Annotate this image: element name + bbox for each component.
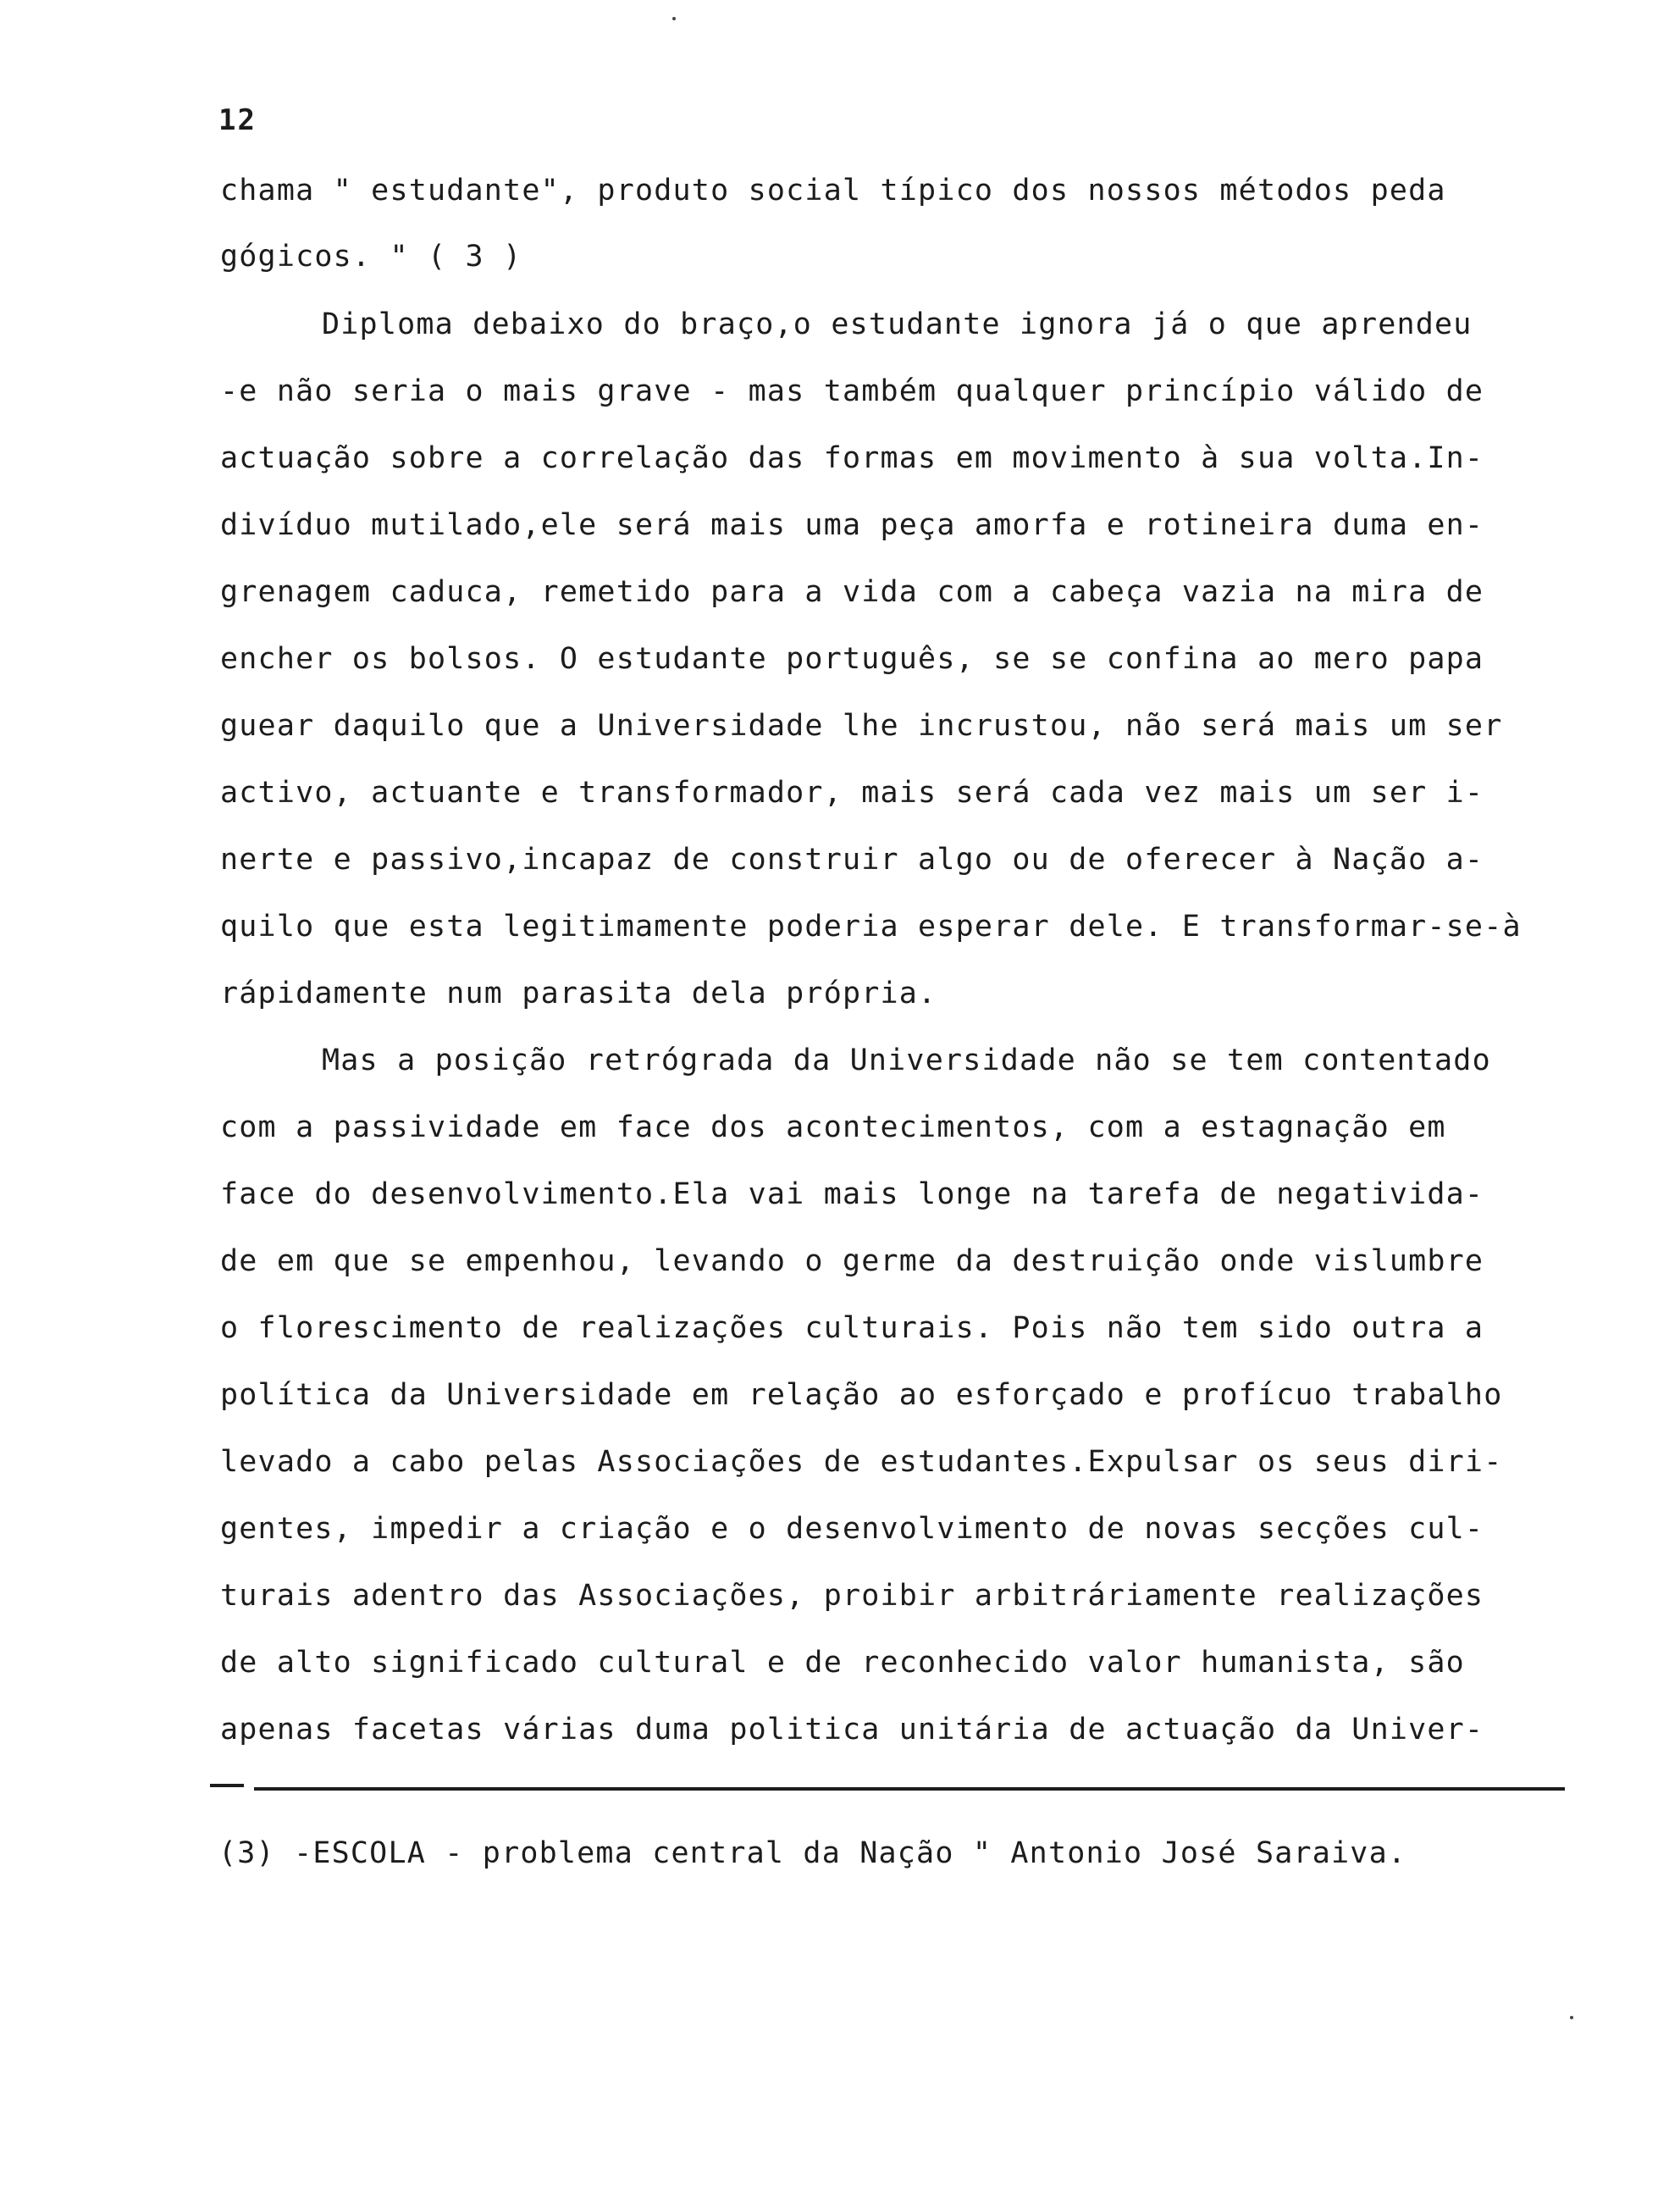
text-line: -e não seria o mais grave - mas também qualquer princípio válido de	[220, 374, 1484, 408]
text-line: grenagem caduca, remetido para a vida com a cabeça vazia na mira de	[220, 575, 1484, 609]
text-line: de em que se empenhou, levando o germe da destruição onde vislumbre	[220, 1244, 1484, 1278]
text-line: de alto significado cultural e de reconhecido valor humanista, são	[220, 1646, 1465, 1680]
paragraph-first-line: Diploma debaixo do braço,o estudante ignora já o que aprendeu	[322, 307, 1473, 341]
text-line: apenas facetas várias duma politica unitária de actuação da Univer-	[220, 1713, 1484, 1747]
text-line: com a passividade em face dos acontecimentos, com a estagnação em	[220, 1110, 1446, 1144]
text-line: guear daquilo que a Universidade lhe incrustou, não será mais um ser	[220, 709, 1503, 743]
text-line: nerte e passivo,incapaz de construir algo ou de oferecer à Nação a-	[220, 843, 1484, 877]
scan-speck	[672, 17, 676, 20]
text-line: gentes, impedir a criação e o desenvolvimento de novas secções cul-	[220, 1512, 1484, 1546]
text-line: levado a cabo pelas Associações de estudantes.Expulsar os seus diri-	[220, 1445, 1503, 1479]
paragraph-first-line: Mas a posição retrógrada da Universidade não se tem contentado	[322, 1044, 1491, 1077]
footnote: (3) -ESCOLA - problema central da Nação " Antonio José Saraiva.	[218, 1836, 1407, 1870]
text-line: quilo que esta legitimamente poderia esperar dele. E transformar-se-à	[220, 910, 1522, 944]
text-line: gógicos. " ( 3 )	[220, 240, 522, 274]
text-line: divíduo mutilado,ele será mais uma peça amorfa e rotineira duma en-	[220, 508, 1484, 542]
text-line: rápidamente num parasita dela própria.	[220, 977, 937, 1010]
text-line: actuação sobre a correlação das formas em movimento à sua volta.In-	[220, 441, 1484, 475]
text-line: turais adentro das Associações, proibir arbitráriamente realizações	[220, 1579, 1484, 1613]
text-line: face do desenvolvimento.Ela vai mais longe na tarefa de negativida-	[220, 1177, 1484, 1211]
text-line: política da Universidade em relação ao esforçado e profícuo trabalho	[220, 1378, 1503, 1412]
text-line: o florescimento de realizações culturais. Pois não tem sido outra a	[220, 1311, 1484, 1345]
text-line: activo, actuante e transformador, mais será cada vez mais um ser i-	[220, 776, 1484, 810]
footnote-rule	[254, 1787, 1565, 1791]
scan-speck	[1570, 2016, 1573, 2019]
text-line: chama " estudante", produto social típico dos nossos métodos peda	[220, 174, 1446, 208]
page-number: 12	[218, 103, 257, 137]
footnote-rule-short	[210, 1784, 244, 1787]
text-line: encher os bolsos. O estudante português, se se confina ao mero papa	[220, 642, 1484, 676]
